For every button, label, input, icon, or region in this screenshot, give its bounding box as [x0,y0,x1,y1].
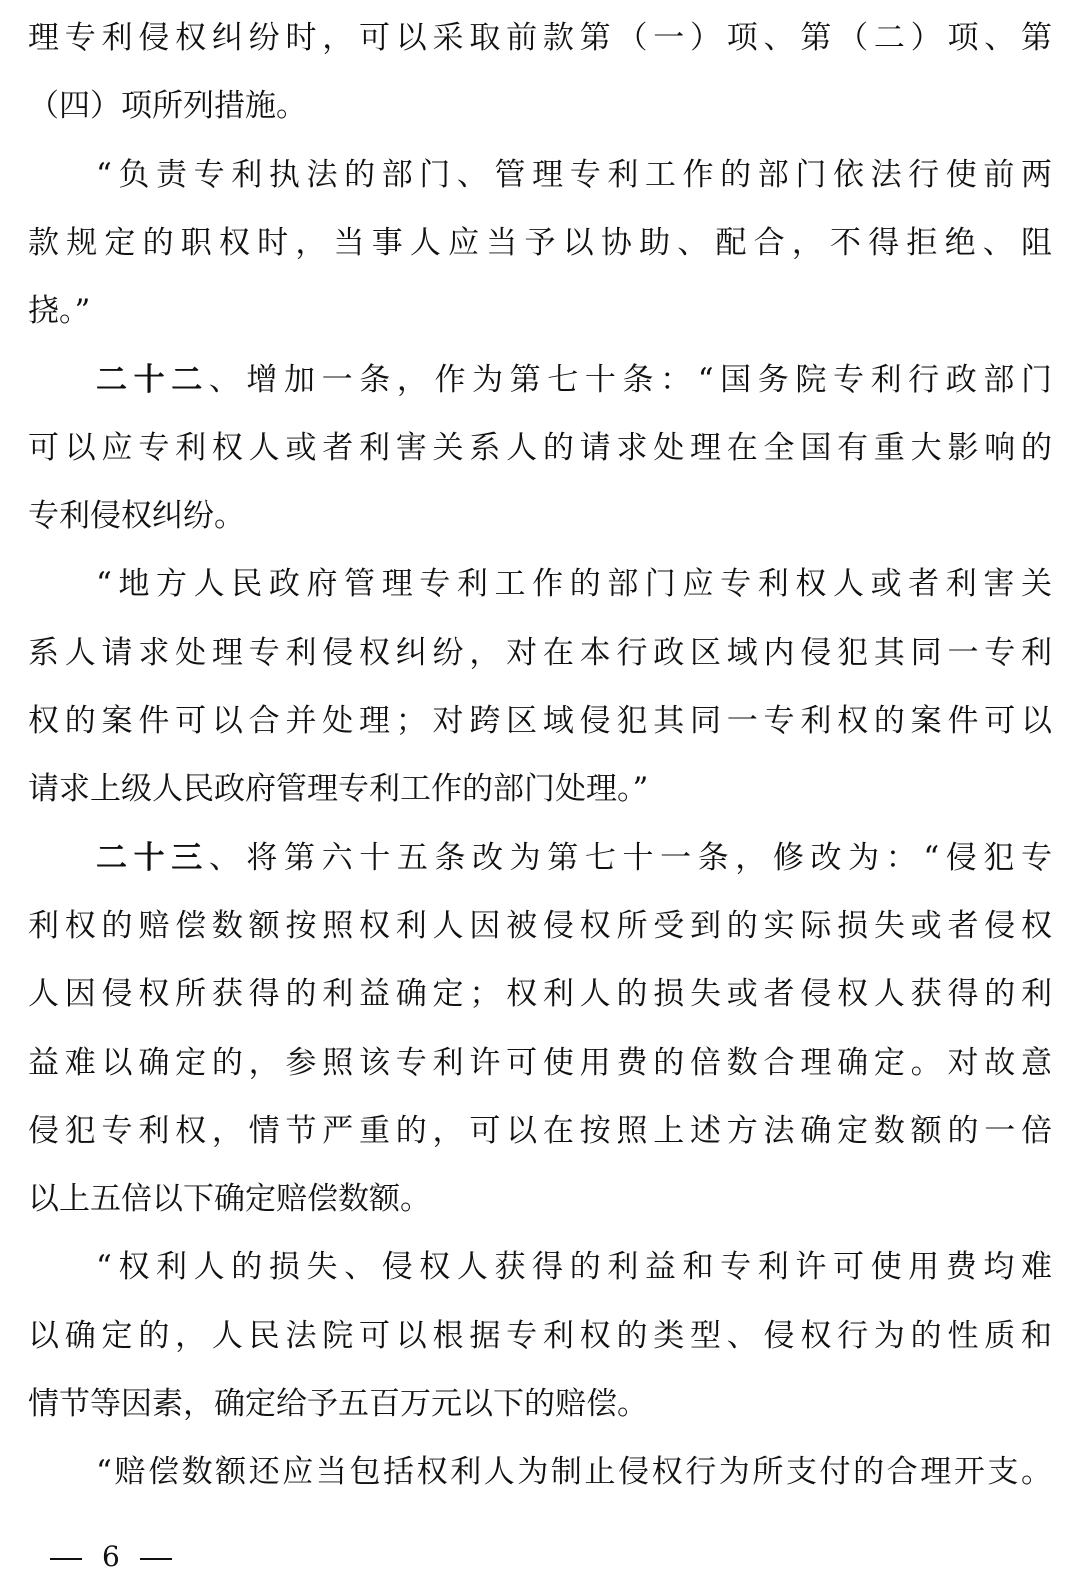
line-text: 专利侵权纠纷。 [28,498,245,534]
line-text: 、将第六十五条改为第七十一条，修改为：“侵犯专 [208,840,1052,876]
line-text: 情节等因素，确定给予五百万元以下的赔偿。 [28,1386,648,1422]
text-line [96,560,1052,608]
text-line [28,219,1052,267]
text-line [28,629,1052,677]
line-text: 权的案件可以合并处理；对跨区域侵犯其同一专利权的案件可以 [28,703,1052,739]
line-text: 、增加一条，作为第七十条：“国务院专利行政部门 [208,362,1052,398]
line-text: 可以应专利权人或者利害关系人的请求处理在全国有重大影响的 [28,430,1052,466]
text-line [28,1039,1052,1087]
text-line [96,356,1052,404]
line-text: 挠。” [28,293,91,329]
article-number: 二十三 [96,840,209,876]
line-text: （四）项所列措施。 [28,88,307,124]
line-text: 理专利侵权纠纷时，可以采取前款第（一）项、第（二）项、第 [28,20,1052,56]
line-text: 益难以确定的，参照该专利许可使用费的倍数合理确定。对故意 [28,1045,1052,1081]
footer-dash-right [140,1558,172,1560]
text-line [28,492,1052,540]
line-text: 以上五倍以下确定赔偿数额。 [28,1181,431,1217]
line-text: “负责专利执法的部门、管理专利工作的部门依法行使前两 [96,157,1052,193]
text-line [96,1448,1052,1496]
article-number: 二十二 [96,362,209,398]
line-text: “赔偿数额还应当包括权利人为制止侵权行为所支付的合理开支。 [96,1454,1052,1490]
text-line [28,1107,1052,1155]
line-text: “权利人的损失、侵权人获得的利益和专利许可使用费均难 [96,1249,1052,1285]
text-line [28,287,1052,335]
text-line [28,765,1052,813]
text-line [96,834,1052,882]
line-text: “地方人民政府管理专利工作的部门应专利权人或者利害关 [96,566,1052,602]
line-text: 侵犯专利权，情节严重的，可以在按照上述方法确定数额的一倍 [28,1113,1052,1149]
line-text: 人因侵权所获得的利益确定；权利人的损失或者侵权人获得的利 [28,976,1052,1012]
text-line [28,82,1052,130]
text-line [28,14,1052,62]
text-line [28,1312,1052,1360]
text-line [96,1243,1052,1291]
line-text: 利权的赔偿数额按照权利人因被侵权所受到的实际损失或者侵权 [28,908,1052,944]
text-line [28,1175,1052,1223]
line-text: 系人请求处理专利侵权纠纷，对在本行政区域内侵犯其同一专利 [28,635,1052,671]
line-text: 请求上级人民政府管理专利工作的部门处理。” [28,771,649,807]
footer-dash-left [50,1558,82,1560]
text-line [96,151,1052,199]
page-footer [50,1537,172,1577]
page-number: 6 [102,1540,120,1573]
line-text: 以确定的，人民法院可以根据专利权的类型、侵权行为的性质和 [28,1318,1052,1354]
text-line [28,1380,1052,1428]
text-line [28,697,1052,745]
text-line [28,970,1052,1018]
text-line [28,902,1052,950]
text-line [28,424,1052,472]
line-text: 款规定的职权时，当事人应当予以协助、配合，不得拒绝、阻 [28,225,1052,261]
